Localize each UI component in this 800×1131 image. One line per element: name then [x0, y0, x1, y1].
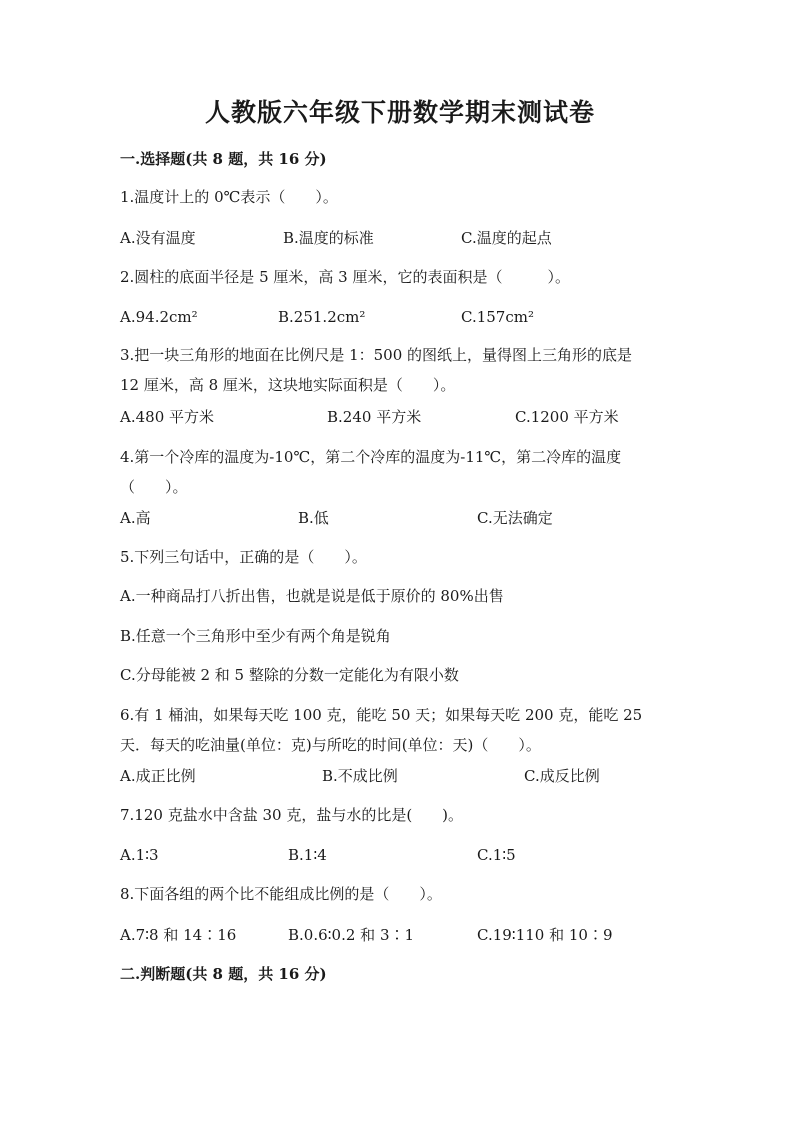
option-c: C.19∶110 和 10∶9: [477, 926, 613, 944]
option-a: A.94.2cm²: [120, 308, 198, 326]
question-5: [120, 546, 680, 568]
option-c: C.成反比例: [524, 767, 600, 785]
question-stem: 2.圆柱的底面半径是 5 厘米，高 3 厘米，它的表面积是（ ）。: [120, 268, 570, 286]
question-4: [120, 446, 680, 498]
question-6: [120, 704, 680, 756]
question-7: [120, 804, 680, 826]
option-a: A.7∶8 和 14∶16: [120, 926, 237, 944]
question-stem-line-1: 3.把一块三角形的地面在比例尺是 1：500 的图纸上，量得图上三角形的底是: [120, 346, 633, 364]
option-b: B.0.6∶0.2 和 3∶1: [288, 926, 415, 944]
question-2: [120, 266, 680, 288]
question-8: [120, 883, 680, 905]
option-a: A.一种商品打八折出售，也就是说是低于原价的 80%出售: [120, 587, 504, 605]
question-stem-line-1: 6.有 1 桶油，如果每天吃 100 克，能吃 50 天；如果每天吃 200 克，能吃 25: [120, 706, 643, 724]
option-c: C.1∶5: [477, 846, 516, 864]
option-b: B.251.2cm²: [278, 308, 366, 326]
option-b: B.不成比例: [322, 767, 398, 785]
question-stem: 7.120 克盐水中含盐 30 克，盐与水的比是( )。: [120, 806, 464, 824]
section-heading-choice: 一.选择题(共 8 题，共 16 分): [120, 150, 327, 168]
option-a: A.高: [120, 509, 151, 527]
question-stem-line-1: 4.第一个冷库的温度为-10℃，第二个冷库的温度为-11℃，第二冷库的温度: [120, 448, 622, 466]
option-b: B.低: [298, 509, 329, 527]
option-b: B.1∶4: [288, 846, 327, 864]
option-a: A.1∶3: [120, 846, 159, 864]
question-stem: 5.下列三句话中，正确的是（ ）。: [120, 548, 367, 566]
option-a: A.480 平方米: [120, 408, 214, 426]
option-c: C.157cm²: [461, 308, 534, 326]
option-b: B.240 平方米: [327, 408, 422, 426]
option-b: B.任意一个三角形中至少有两个角是锐角: [120, 627, 391, 645]
question-stem-line-2: （ ）。: [120, 478, 188, 496]
page-title: 人教版六年级下册数学期末测试卷: [204, 98, 595, 127]
option-c: C.分母能被 2 和 5 整除的分数一定能化为有限小数: [120, 666, 459, 684]
section-heading-judgement: 二.判断题(共 8 题，共 16 分): [120, 965, 327, 983]
question-stem-line-2: 12 厘米，高 8 厘米，这块地实际面积是（ ）。: [120, 376, 456, 394]
option-a: A.没有温度: [120, 229, 196, 247]
option-a: A.成正比例: [120, 767, 196, 785]
option-c: C.温度的起点: [461, 229, 552, 247]
option-c: C.无法确定: [477, 509, 553, 527]
question-1: [120, 186, 680, 208]
question-3: [120, 344, 680, 396]
question-stem: 8.下面各组的两个比不能组成比例的是（ ）。: [120, 885, 442, 903]
question-stem: 1.温度计上的 0℃表示（ ）。: [120, 188, 338, 206]
option-c: C.1200 平方米: [515, 408, 619, 426]
question-stem-line-2: 天．每天的吃油量(单位：克)与所吃的时间(单位：天)（ ）。: [120, 736, 541, 754]
option-b: B.温度的标准: [283, 229, 374, 247]
